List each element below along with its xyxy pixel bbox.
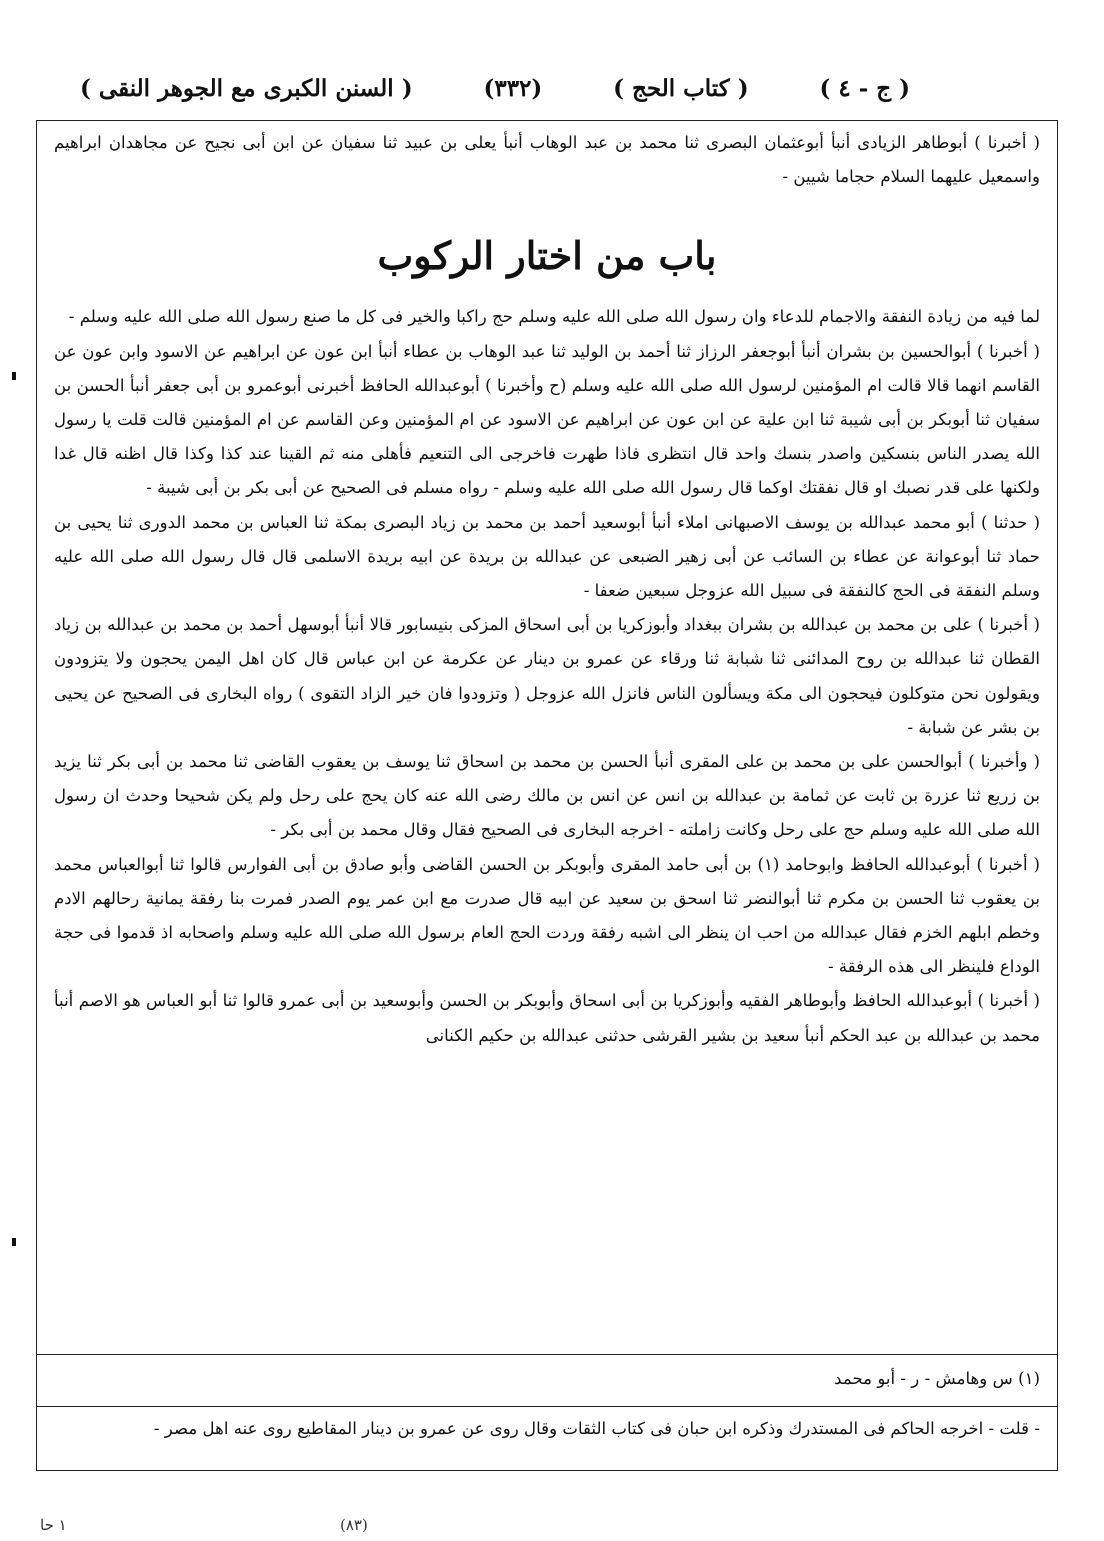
paragraph: ( أخبرنا ) على بن محمد بن عبدالله بن بشران ببغداد وأبوزكريا بن أبى اسحاق المزكى بنيسابور قالا أنبأ أبوسهل أحمد بن محمد بن عبدالله بن زياد القطان ثنا عبدالله بن روح المدائنى ثنا شبابة ثنا ورقاء عن عمرو بن دينار عن عكرمة عن ابن عباس قال كان اهل اليمن يحجون ولا يتزودون ويقولون نحن متوكلون فيحجون الى مكة ويسألون الناس فانزل الله عزوجل ( وتزودوا فان خير الزاد التقوى ) رواه البخارى فى الصحيح عن يحيى بن بشر عن شبابة - [54,615,1040,737]
paragraph: لما فيه من زيادة النفقة والاجمام للدعاء وان رسول الله صلى الله عليه وسلم حج راكبا والخير فى كل ما صنع رسول الله صلى الله عليه وسلم - [68,307,1040,327]
commentary-text: - قلت - اخرجه الحاكم فى المستدرك وذكره ابن حبان فى كتاب الثقات وقال روى عن عمرو بن دينار المقاطيع روى عنه اهل مصر - [153,1419,1040,1438]
paragraph: ( حدثنا ) أبو محمد عبدالله بن يوسف الاصبهانى املاء أنبأ أبوسعيد أحمد بن محمد بن زياد البصرى بمكة ثنا العباس بن محمد الدورى ثنا يحيى بن حماد ثنا أبوعوانة عن عطاء بن السائب عن أبى زهير الضبعى عن عبدالله بن بريدة عن ابيه بريدة الاسلمى قال قال رسول الله صلى الله عليه وسلم النفقة فى الحج كالنفقة فى سبيل الله عزوجل سبعين ضعفا - [54,512,1040,601]
paragraph: ( أخبرنا ) أبوعبدالله الحافظ وابوحامد (١) بن أبى حامد المقرى وأبوبكر بن الحسن القاضى وأبو صادق بن أبى الفوارس قالوا ثنا أبوالعباس محمد بن يعقوب ثنا الحسن بن مكرم ثنا أبوالنضر ثنا اسحق بن سعيد عن ابيه قال صدرت مع ابن عمر يوم الصدر فمرت بنا رفقة يمانية رحالهم الادم وخطم ابلهم الخزم فقال عبدالله من احب ان ينظر الى اشبه رفقة وردت الحج العام برسول الله صلى الله عليه وسلم واصحابه اذ قدموا فى حجة الوداع فلينظر الى هذه الرفقة - [54,854,1040,977]
page-number: (٣٣٢) [483,74,543,102]
chapter-title: باب من اختار الركوب [377,233,717,279]
page-footer-signature: ١ حا [40,1516,67,1534]
paragraph: ( أخبرنا ) أبوعبدالله الحافظ وأبوطاهر الفقيه وأبوزكريا بن أبى اسحاق وأبوبكر بن الحسن وأبوسعيد بن أبى عمرو قالوا ثنا أبو العباس هو الاصم أنبأ محمد بن عبدالله بن عبد الحكم أنبأ سعيد بن بشير القرشى حدثنى عبدالله بن حكيم الكنانى [54,991,1040,1045]
intro-paragraph: ( أخبرنا ) أبوطاهر الزيادى أنبأ أبوعثمان البصرى ثنا محمد بن عبد الوهاب أنبأ يعلى بن عبيد ثنا سفيان عن ابن أبى نجيح عن مجاهدان ابراهيم واسمعيل عليهما السلام حجاما شيين - [54,133,1040,187]
section-title: ( كتاب الحج ) [613,74,749,102]
margin-mark [12,1238,16,1246]
book-title: ( السنن الكبرى مع الجوهر النقى ) [80,74,413,102]
margin-mark [12,372,16,380]
commentary-divider [36,1406,1058,1407]
footnote-divider [36,1354,1058,1355]
page-header [80,68,910,108]
paragraph: ( وأخبرنا ) أبوالحسن على بن محمد بن على المقرى أنبأ الحسن بن محمد بن اسحاق ثنا يوسف بن يعقوب القاضى ثنا محمد بن أبى بكر ثنا يزيد بن زريع ثنا عزرة بن ثابت عن ثمامة بن عبدالله بن انس عن انس بن مالك رضى الله عنه كان يحج على رحل ولم يكن شحيحا وحدث ان رسول الله صلى الله عليه وسلم حج على رحل وكانت زاملته - اخرجه البخارى فى الصحيح فقال وقال محمد بن أبى بكر - [54,752,1040,840]
page-footer-number: (٨٣) [340,1516,368,1534]
main-text [54,126,1040,1053]
volume-label: ( ج - ٤ ) [819,74,910,102]
paragraph: ( أخبرنا ) أبوالحسين بن بشران أنبأ أبوجعفر الرزاز ثنا أحمد بن الوليد ثنا عبد الوهاب بن عطاء أنبأ ابن عون عن ابراهيم عن الاسود وابن عون عن القاسم انهما قالا قالت ام المؤمنين لرسول الله صلى الله عليه وسلم (ح وأخبرنا ) أبوعبدالله الحافظ أخبرنى أبوعمرو بن أبى جعفر أنبأ الحسن بن سفيان ثنا أبوبكر بن أبى شيبة ثنا ابن علية عن ابن عون عن ابراهيم عن الاسود عن ام المؤمنين وعن القاسم عن ام المؤمنين قالت قلت يا رسول الله يصدر الناس بنسكين واصدر بنسك واحد قال انتظرى فاذا طهرت فاخرجى الى التنعيم فأهلى منه ثم القينا عند كذا وكذا قال اظنه قال غدا ولكنها على قدر نصبك او قال نفقتك اوكما قال رسول الله صلى الله عليه وسلم - رواه مسلم فى الصحيح عن أبى بكر بن أبى شيبة - [54,341,1041,498]
footnote: (١) س وهامش - ر - أبو محمد [834,1369,1040,1388]
